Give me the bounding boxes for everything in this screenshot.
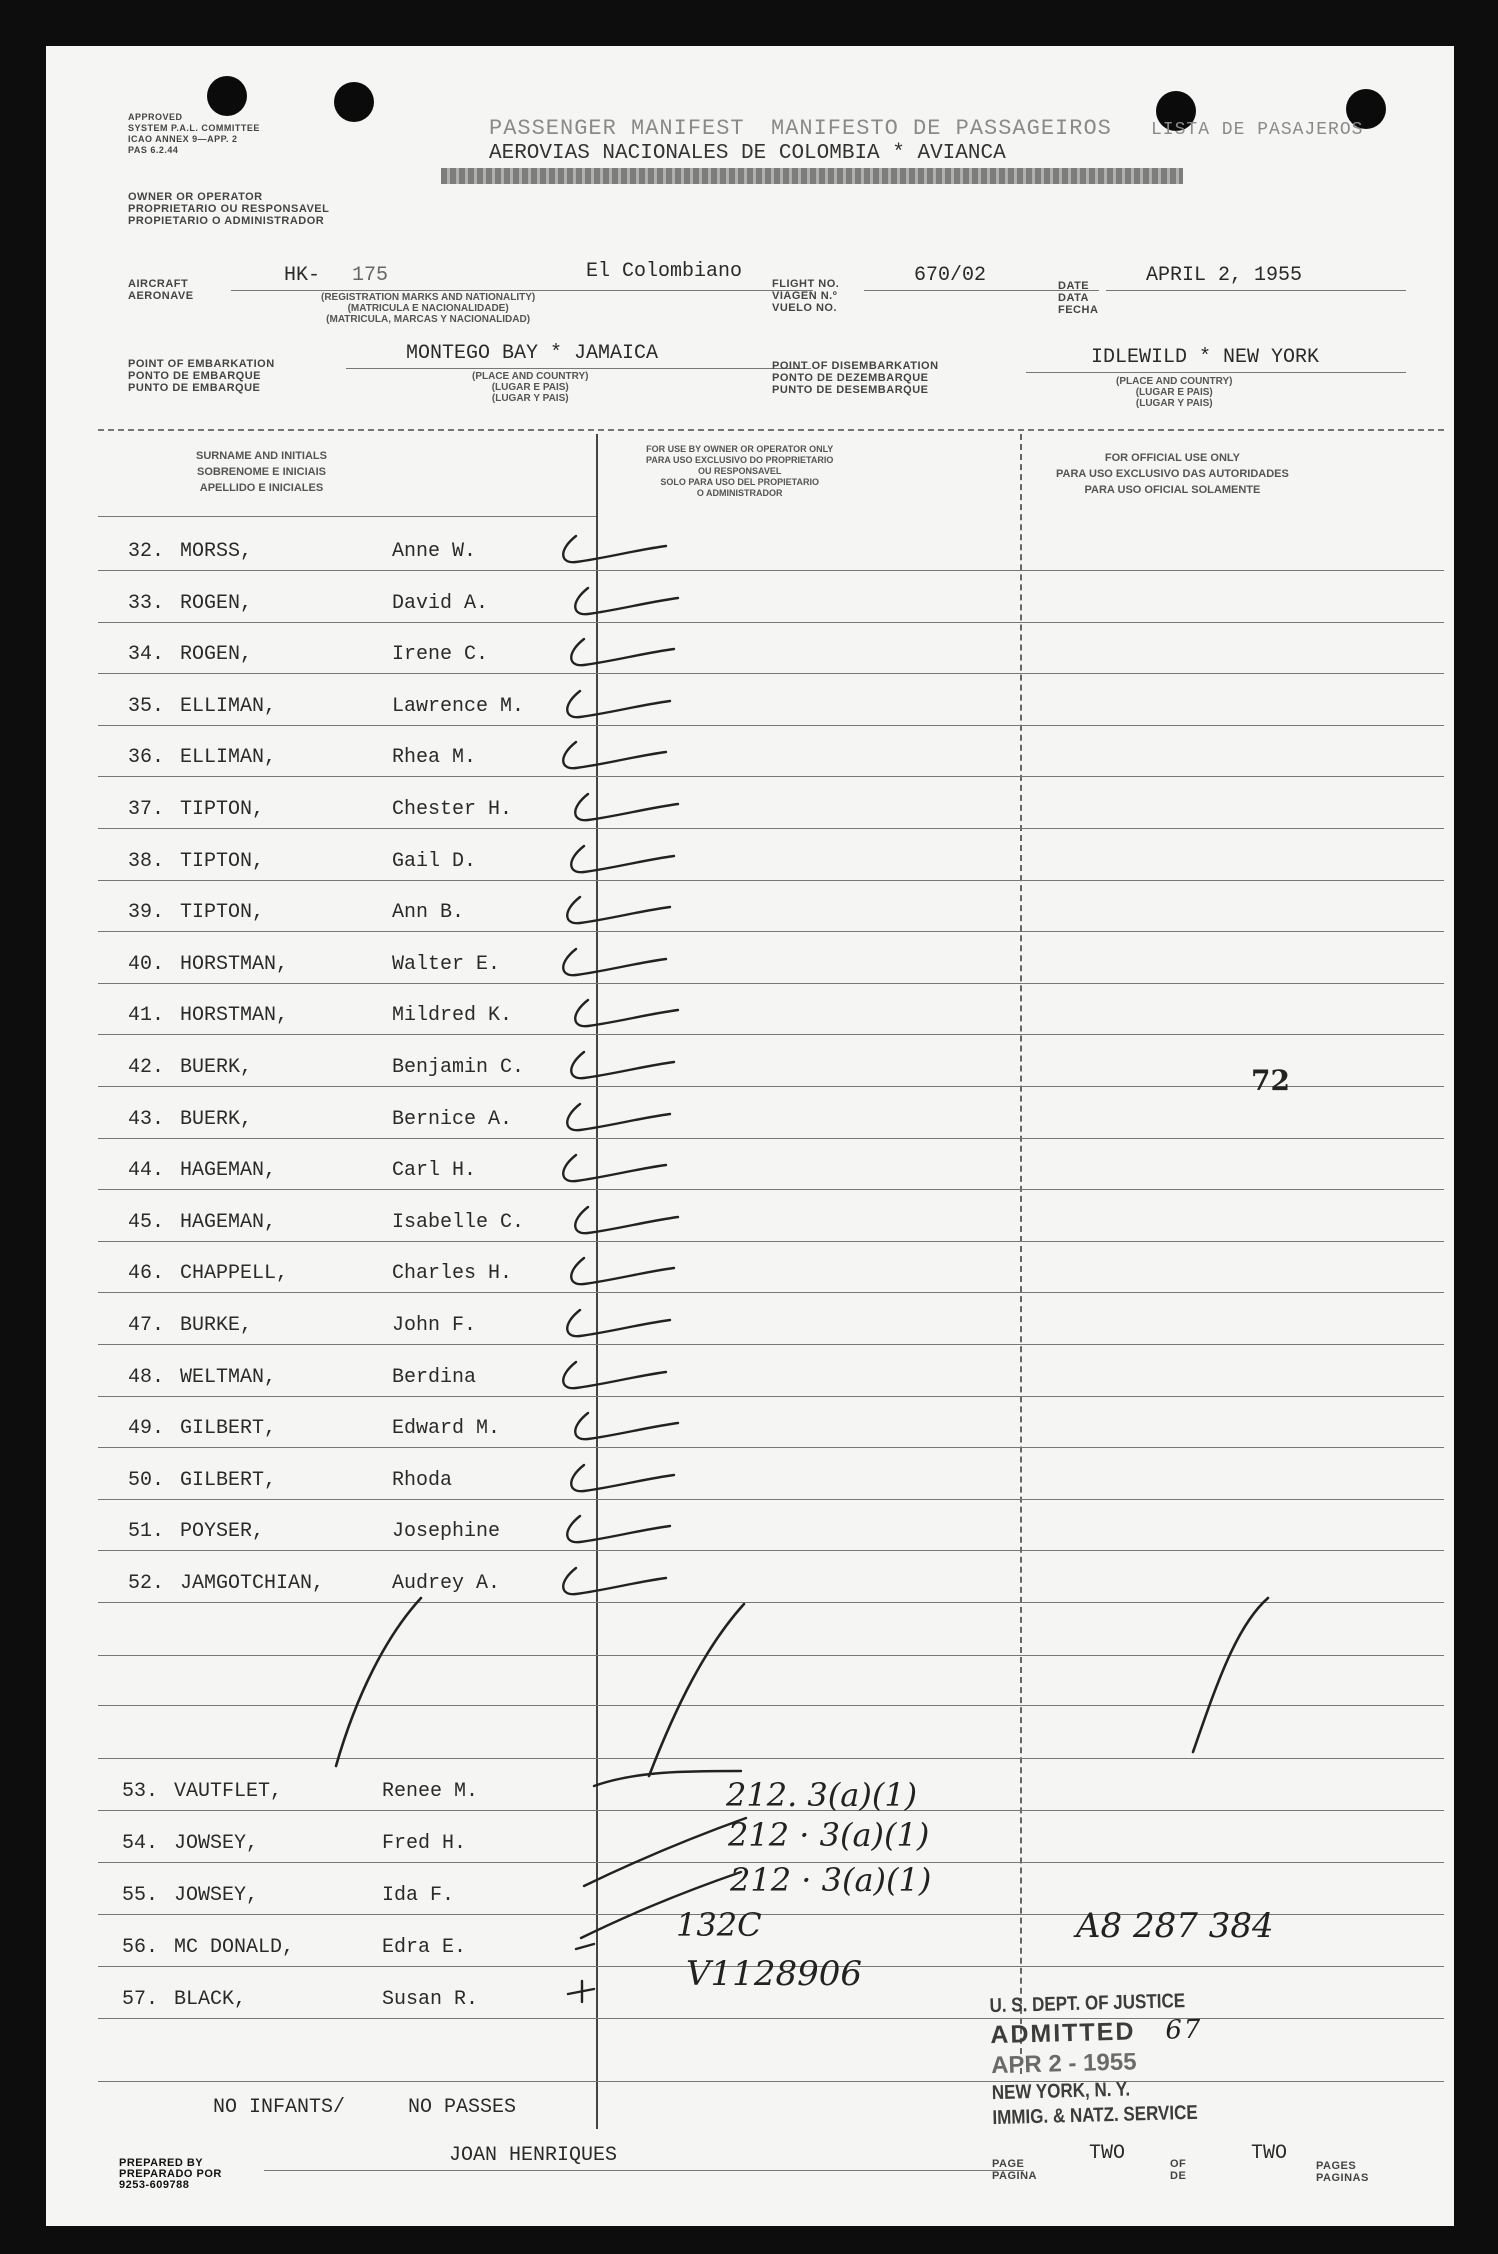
disembarkation-sublabel: (PLACE AND COUNTRY): [1116, 376, 1233, 387]
slash-mark: [336, 1598, 421, 1766]
column-header-line: SOBRENOME E INICIAIS: [197, 466, 326, 478]
check-mark: [571, 1052, 674, 1078]
passenger-surname: HORSTMAN,: [180, 1004, 289, 1027]
title-passenger-manifest: PASSENGER MANIFEST: [489, 116, 745, 141]
passenger-given-names: Renee M.: [382, 1780, 479, 1803]
passenger-given-names: Ann B.: [392, 901, 465, 924]
passenger-surname: WELTMAN,: [180, 1366, 277, 1389]
passenger-surname: HAGEMAN,: [180, 1211, 277, 1234]
flight-label: VIAGEN N.º: [772, 290, 838, 302]
passenger-surname: TIPTON,: [180, 850, 265, 873]
check-mark: [567, 897, 670, 923]
passenger-surname: HAGEMAN,: [180, 1159, 277, 1182]
embarkation-label: PUNTO DE EMBARQUE: [128, 382, 261, 394]
column-header-line: OU RESPONSAVEL: [698, 466, 782, 476]
disembarkation-label: POINT OF DISEMBARKATION: [772, 360, 939, 372]
check-mark: [567, 1310, 670, 1336]
preparer-name: JOAN HENRIQUES: [449, 2144, 618, 2167]
stamp-line-dept: U. S. DEPT. OF JUSTICE: [989, 1990, 1186, 2018]
slash-mark: [1193, 1598, 1268, 1752]
passenger-given-names: Irene C.: [392, 643, 489, 666]
stamp-number: 67: [1165, 2014, 1203, 2046]
passenger-given-names: John F.: [392, 1314, 477, 1337]
column-header-line: APELLIDO E INICIALES: [199, 482, 324, 494]
passenger-number: 57.: [122, 1988, 159, 2011]
check-mark: [563, 949, 666, 975]
passenger-number: 36.: [128, 746, 165, 769]
check-mark: [575, 794, 678, 820]
page-label-pt: PAGINA: [992, 2170, 1037, 2182]
passenger-surname: GILBERT,: [180, 1469, 277, 1492]
passenger-number: 51.: [128, 1520, 165, 1543]
passenger-given-names: Benjamin C.: [392, 1056, 525, 1079]
strike-mark: [581, 1872, 741, 1938]
check-mark: [575, 1207, 678, 1233]
official-margin-note: 72: [1251, 1064, 1290, 1097]
passenger-number: 33.: [128, 592, 165, 615]
passenger-number: 44.: [128, 1159, 165, 1182]
flight-number: 670/02: [914, 264, 987, 287]
of-label-en: OF: [1170, 2158, 1187, 2170]
passenger-surname: JAMGOTCHIAN,: [180, 1572, 325, 1595]
approval-line: APPROVED: [128, 112, 183, 122]
embarkation-value: MONTEGO BAY * JAMAICA: [406, 342, 659, 365]
date-label: DATA: [1058, 292, 1089, 304]
embarkation-sublabel: (LUGAR Y PAIS): [491, 393, 569, 404]
passenger-number: 38.: [128, 850, 165, 873]
check-mark: [575, 1413, 678, 1439]
aircraft-label-en: AIRCRAFT: [128, 278, 189, 290]
embarkation-sublabel: (PLACE AND COUNTRY): [472, 371, 589, 382]
passenger-surname: VAUTFLET,: [174, 1780, 283, 1803]
passenger-given-names: Audrey A.: [392, 1572, 501, 1595]
passenger-surname: GILBERT,: [180, 1417, 277, 1440]
passenger-given-names: Bernice A.: [392, 1108, 513, 1131]
passenger-number: 45.: [128, 1211, 165, 1234]
passenger-number: 46.: [128, 1262, 165, 1285]
date-value: APRIL 2, 1955: [1146, 264, 1303, 287]
passenger-number: 40.: [128, 953, 165, 976]
stamp-line-service: IMMIG. & NATZ. SERVICE: [992, 2101, 1198, 2130]
passenger-given-names: Charles H.: [392, 1262, 513, 1285]
aircraft-sublabel: (MATRICULA, MARCAS Y NACIONALIDAD): [326, 314, 531, 325]
passenger-surname: TIPTON,: [180, 798, 265, 821]
column-header-line: SOLO PARA USO DEL PROPIETARIO: [660, 477, 820, 487]
flight-label: VUELO NO.: [772, 302, 838, 314]
stamp-admitted-text: ADMITTED: [989, 2017, 1136, 2050]
pen-marks: [46, 46, 1454, 2226]
strike-mark: [584, 1818, 746, 1886]
passenger-given-names: Isabelle C.: [392, 1211, 525, 1234]
aircraft-label-pt: AERONAVE: [128, 290, 194, 302]
passenger-surname: ELLIMAN,: [180, 746, 277, 769]
strike-mark: [568, 1981, 594, 2002]
slash-mark: [649, 1604, 744, 1776]
title-manifesto: MANIFESTO DE PASSAGEIROS: [771, 116, 1112, 141]
passenger-given-names: Fred H.: [382, 1832, 467, 1855]
stamp-line-date: APR 2 - 1955: [990, 2048, 1137, 2080]
passenger-number: 54.: [122, 1832, 159, 1855]
passenger-surname: MORSS,: [180, 540, 253, 563]
column-header-line: PARA USO EXCLUSIVO DAS AUTORIDADES: [1056, 468, 1289, 480]
passenger-surname: BLACK,: [174, 1988, 247, 2011]
passenger-given-names: Chester H.: [392, 798, 513, 821]
manifest-sheet: [46, 46, 1454, 2226]
passenger-given-names: Gail D.: [392, 850, 477, 873]
passenger-number: 32.: [128, 540, 165, 563]
owner-note-54: 212 · 3(a)(1): [728, 1816, 930, 1854]
passenger-surname: BUERK,: [180, 1108, 253, 1131]
approval-line: SYSTEM P.A.L. COMMITTEE: [128, 123, 260, 133]
passenger-given-names: Mildred K.: [392, 1004, 513, 1027]
passenger-number: 43.: [128, 1108, 165, 1131]
diagonal-slashes: [336, 1598, 1268, 1776]
passenger-given-names: David A.: [392, 592, 489, 615]
disembarkation-value: IDLEWILD * NEW YORK: [1091, 346, 1320, 369]
check-mark: [571, 1465, 674, 1491]
passenger-surname: JOWSEY,: [174, 1884, 259, 1907]
column-header-line: O ADMINISTRADOR: [696, 488, 783, 498]
aircraft-number: 175: [352, 264, 389, 287]
page-number: TWO: [1089, 2142, 1126, 2165]
passenger-given-names: Berdina: [392, 1366, 477, 1389]
embarkation-label: PONTO DE EMBARQUE: [128, 370, 261, 382]
disembarkation-label: PONTO DE DEZEMBARQUE: [772, 372, 929, 384]
owner-label: OWNER OR OPERATOR: [128, 191, 263, 203]
column-header-line: PARA USO EXCLUSIVO DO PROPRIETARIO: [646, 455, 834, 465]
embarkation-label: POINT OF EMBARKATION: [128, 358, 275, 370]
passenger-given-names: Rhea M.: [392, 746, 477, 769]
no-passes-text: NO PASSES: [408, 2096, 517, 2119]
column-header-line: FOR USE BY OWNER OR OPERATOR ONLY: [646, 444, 834, 454]
passenger-number: 52.: [128, 1572, 165, 1595]
check-mark: [563, 1155, 666, 1181]
aircraft-prefix: HK-: [284, 264, 321, 287]
passenger-given-names: Anne W.: [392, 540, 477, 563]
passenger-number: 41.: [128, 1004, 165, 1027]
check-marks: [563, 536, 678, 1594]
aircraft-sublabel: (MATRICULA E NACIONALIDADE): [347, 303, 509, 314]
passenger-number: 34.: [128, 643, 165, 666]
passenger-number: 39.: [128, 901, 165, 924]
prepared-label: PREPARADO POR: [119, 2168, 222, 2180]
pages-label-en: PAGES: [1316, 2160, 1357, 2172]
owner-note-53: 212. 3(a)(1): [726, 1776, 918, 1814]
title-lista: LISTA DE PASAJEROS: [1151, 120, 1364, 140]
check-mark: [563, 536, 666, 562]
date-label: DATE: [1058, 280, 1090, 292]
passenger-surname: HORSTMAN,: [180, 953, 289, 976]
passenger-surname: JOWSEY,: [174, 1832, 259, 1855]
strike-mark: [576, 1944, 594, 1949]
passenger-surname: ROGEN,: [180, 592, 253, 615]
check-mark: [567, 1104, 670, 1130]
check-mark: [563, 742, 666, 768]
owner-label: PROPIETARIO O ADMINISTRADOR: [128, 215, 325, 227]
passenger-given-names: Ida F.: [382, 1884, 455, 1907]
owner-note-57: V1128906: [686, 1954, 862, 1994]
aircraft-sublabel: (REGISTRATION MARKS AND NATIONALITY): [321, 292, 536, 303]
no-infants-text: NO INFANTS/: [213, 2096, 346, 2119]
strike-marks: [568, 1771, 746, 2002]
passenger-given-names: Walter E.: [392, 953, 501, 976]
passenger-number: 56.: [122, 1936, 159, 1959]
passenger-surname: POYSER,: [180, 1520, 265, 1543]
passenger-number: 42.: [128, 1056, 165, 1079]
column-header-line: SURNAME AND INITIALS: [196, 450, 327, 462]
check-mark: [567, 1516, 670, 1542]
prepared-label: 9253-609788: [119, 2179, 190, 2191]
passenger-number: 55.: [122, 1884, 159, 1907]
strike-mark: [594, 1771, 741, 1786]
disembarkation-sublabel: (LUGAR E PAIS): [1135, 387, 1213, 398]
column-header-line: PARA USO OFICIAL SOLAMENTE: [1084, 484, 1261, 496]
check-mark: [575, 1000, 678, 1026]
column-header-line: FOR OFFICIAL USE ONLY: [1104, 452, 1240, 464]
passenger-given-names: Edra E.: [382, 1936, 467, 1959]
disembarkation-label: PUNTO DE DESEMBARQUE: [772, 384, 929, 396]
passenger-surname: CHAPPELL,: [180, 1262, 289, 1285]
owner-note-55: 212 · 3(a)(1): [730, 1861, 932, 1899]
passenger-number: 47.: [128, 1314, 165, 1337]
passenger-number: 50.: [128, 1469, 165, 1492]
check-mark: [571, 639, 674, 665]
passenger-surname: BURKE,: [180, 1314, 253, 1337]
passenger-number: 37.: [128, 798, 165, 821]
check-mark: [567, 691, 670, 717]
check-mark: [563, 1362, 666, 1388]
approval-line: ICAO ANNEX 9—APP. 2: [128, 134, 238, 144]
flight-label: FLIGHT NO.: [772, 278, 840, 290]
page-label-en: PAGE: [992, 2158, 1025, 2170]
approval-line: PAS 6.2.44: [128, 145, 179, 155]
passenger-given-names: Carl H.: [392, 1159, 477, 1182]
check-mark: [575, 588, 678, 614]
passenger-number: 53.: [122, 1780, 159, 1803]
embarkation-sublabel: (LUGAR E PAIS): [491, 382, 569, 393]
passenger-given-names: Susan R.: [382, 1988, 479, 2011]
check-mark: [571, 846, 674, 872]
passenger-surname: MC DONALD,: [174, 1936, 295, 1959]
aircraft-name: El Colombiano: [586, 260, 743, 283]
passenger-number: 49.: [128, 1417, 165, 1440]
disembarkation-sublabel: (LUGAR Y PAIS): [1135, 398, 1213, 409]
passenger-given-names: Josephine: [392, 1520, 501, 1543]
check-mark: [571, 1258, 674, 1284]
of-label-pt: DE: [1170, 2170, 1187, 2182]
stamp-line-city: NEW YORK, N. Y.: [991, 2078, 1131, 2105]
owner-label: PROPRIETARIO OU RESPONSAVEL: [128, 203, 330, 215]
owner-note-56: 132C: [676, 1906, 762, 1944]
passenger-number: 48.: [128, 1366, 165, 1389]
passenger-number: 35.: [128, 695, 165, 718]
date-label: FECHA: [1058, 304, 1099, 316]
check-mark: [563, 1568, 666, 1594]
passenger-given-names: Rhoda: [392, 1469, 453, 1492]
pages-label-pt: PAGINAS: [1316, 2172, 1369, 2184]
passenger-surname: BUERK,: [180, 1056, 253, 1079]
passenger-surname: TIPTON,: [180, 901, 265, 924]
official-note-56: A8 287 384: [1076, 1906, 1274, 1946]
passenger-given-names: Lawrence M.: [392, 695, 525, 718]
page-total: TWO: [1251, 2142, 1288, 2165]
passenger-surname: ROGEN,: [180, 643, 253, 666]
passenger-surname: ELLIMAN,: [180, 695, 277, 718]
airline-name: AEROVIAS NACIONALES DE COLOMBIA * AVIANCA: [489, 142, 1006, 165]
passenger-given-names: Edward M.: [392, 1417, 501, 1440]
prepared-label: PREPARED BY: [119, 2157, 204, 2169]
